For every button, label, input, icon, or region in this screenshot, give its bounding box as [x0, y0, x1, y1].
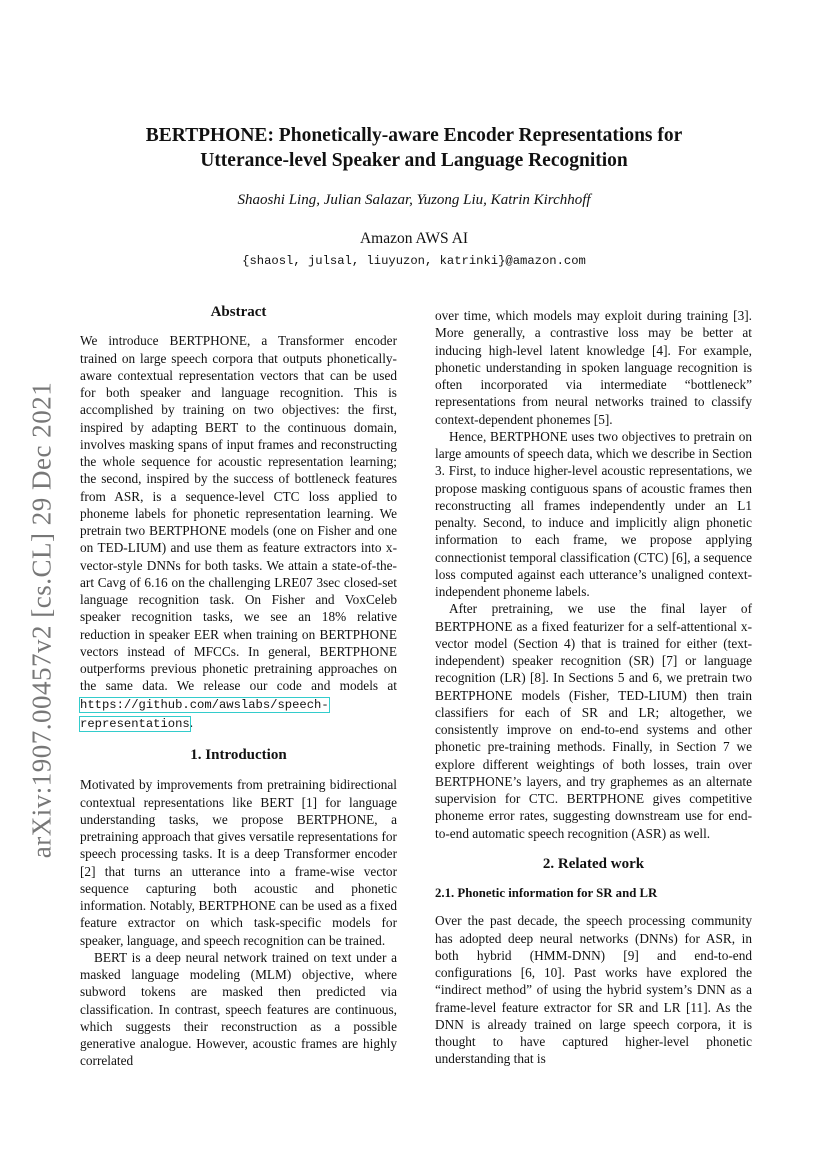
- author-list: Shaoshi Ling, Julian Salazar, Yuzong Liu, Katrin Kirchhoff: [237, 192, 591, 208]
- paper-title: [80, 123, 748, 173]
- affiliation: Amazon AWS AI: [359, 230, 469, 247]
- right-column: [435, 307, 752, 1068]
- related-paragraph-1: Over the past decade, the speech processing community has adopted deep neural networks (DNNs) for ASR, in both hybrid (HMM-DNN) [9] and end-to-end configurations [6, 10]. Past works have explored the “indirect method” of using the hybrid system’s DNN as a frame-level feature extractor for SR and LR [11]. As the DNN is already trained on large speech corpora, it is thought to have captured higher-level phonetic understanding that is: [435, 913, 752, 1067]
- title-line-1: BERTPHONE: Phonetically-aware Encoder Representations for: [145, 125, 683, 146]
- abstract-end: .: [189, 714, 194, 730]
- title-line-2: Utterance-level Speaker and Language Recognition: [200, 150, 628, 171]
- abstract-body: We introduce BERTPHONE, a Transformer encoder trained on large speech corpora that outputs phonetically-aware contextual representation vectors that can be used for both speaker and language recognition. This is accomplished by training on two objectives: the first, inspired by adapting BERT to the continuous domain, involves masking spans of input frames and reconstructing the whole sequence for acoustic representation learning; the second, inspired by the success of bottleneck features from ASR, is a sequence-level CTC loss applied to phoneme labels for phonetic representation learning. We pretrain two BERTPHONE models (one on Fisher and one on TED-LIUM) and use them as feature extractors into x-vector-style DNNs for both tasks. We attain a state-of-the-art Cavg of 6.16 on the challenging LRE07 3sec closed-set language recognition task. On Fisher and VoxCeleb speaker recognition tasks, we see an 18% relative reduction in speaker EER when training on BERTPHONE vectors instead of MFCCs. In general, BERTPHONE outperforms previous phonetic pretraining approaches on the same data. We release our code and models at: [80, 333, 397, 694]
- intro-paragraph-5: After pretraining, we use the final layer of BERTPHONE as a fixed featurizer for a self-attentional x-vector model (Section 4) that is trained for either (text-independent) speaker recognition (SR) [7] or language recognition (LR) [8]. In Sections 5 and 6, we pretrain two BERTPHONE models (Fisher, TED-LIUM) then train classifiers for each of SR and LR; altogether, we consistently improve on end-to-end systems and other phonetic pre-training methods. Finally, in Section 7 we explore different weightings of both losses, train over BERTPHONE’s layers, and try graphemes as an alternate supervision for CTC. BERTPHONE gives competitive phoneme error rates, suggesting downstream use for end-to-end automatic speech recognition (ASR) as well.: [435, 601, 752, 841]
- arxiv-sidebar: [22, 360, 62, 880]
- abstract-text: [80, 332, 397, 733]
- section-introduction-heading: 1. Introduction: [190, 747, 287, 763]
- author-emails: {shaosl, julsal, liuyuzon, katrinki}@amazon.com: [242, 254, 586, 268]
- subsection-phonetic-heading: 2.1. Phonetic information for SR and LR: [435, 886, 658, 900]
- intro-paragraph-2: BERT is a deep neural network trained on text under a masked language modeling (MLM) objective, where subword tokens are masked then predicted via classification. In contrast, speech features are continuous, which suggests their reconstruction as a possible generative analogue. However, acoustic frames are highly correlated: [80, 949, 397, 1069]
- intro-paragraph-3: over time, which models may exploit during training [3]. More generally, a contrastive loss may be better at inducing high-level latent knowledge [4]. For example, phonetic understanding in spoken language recognition is often incorporated via intermediate “bottleneck” representations from neural networks trained to classify context-dependent phonemes [5].: [435, 308, 752, 427]
- intro-paragraph-1: Motivated by improvements from pretraining bidirectional contextual representations like BERT [1] for language understanding tasks, we propose BERTPHONE, a pretraining approach that gives versatile representations for speech processing tasks. It is a deep Transformer encoder [2] that turns an utterance into a frame-wise vector sequence capturing both acoustic and phonetic information. Notably, BERTPHONE can be used as a fixed feature extractor on which task-specific models for speaker, language, and speech recognition can be trained.: [80, 777, 397, 948]
- section-related-work-heading: 2. Related work: [542, 855, 645, 872]
- intro-paragraph-4: Hence, BERTPHONE uses two objectives to pretrain on large amounts of speech data, which we describe in Section 3. First, to induce higher-level acoustic representations, we propose masking contiguous spans of acoustic frames then reconstructing all frames independently under an L1 penalty. Second, to induce and implicitly align phonetic information to each frame, we propose applying connectionist temporal classification (CTC) [6], a sequence loss computed against each utterance’s unaligned context-independent phoneme labels.: [435, 428, 752, 599]
- code-link[interactable]: https://github.com/awslabs/speech-representations: [80, 697, 329, 731]
- arxiv-identifier: arXiv:1907.00457v2 [cs.CL] 29 Dec 2021: [26, 381, 57, 859]
- abstract-heading: Abstract: [210, 304, 267, 320]
- left-column: [80, 304, 397, 1070]
